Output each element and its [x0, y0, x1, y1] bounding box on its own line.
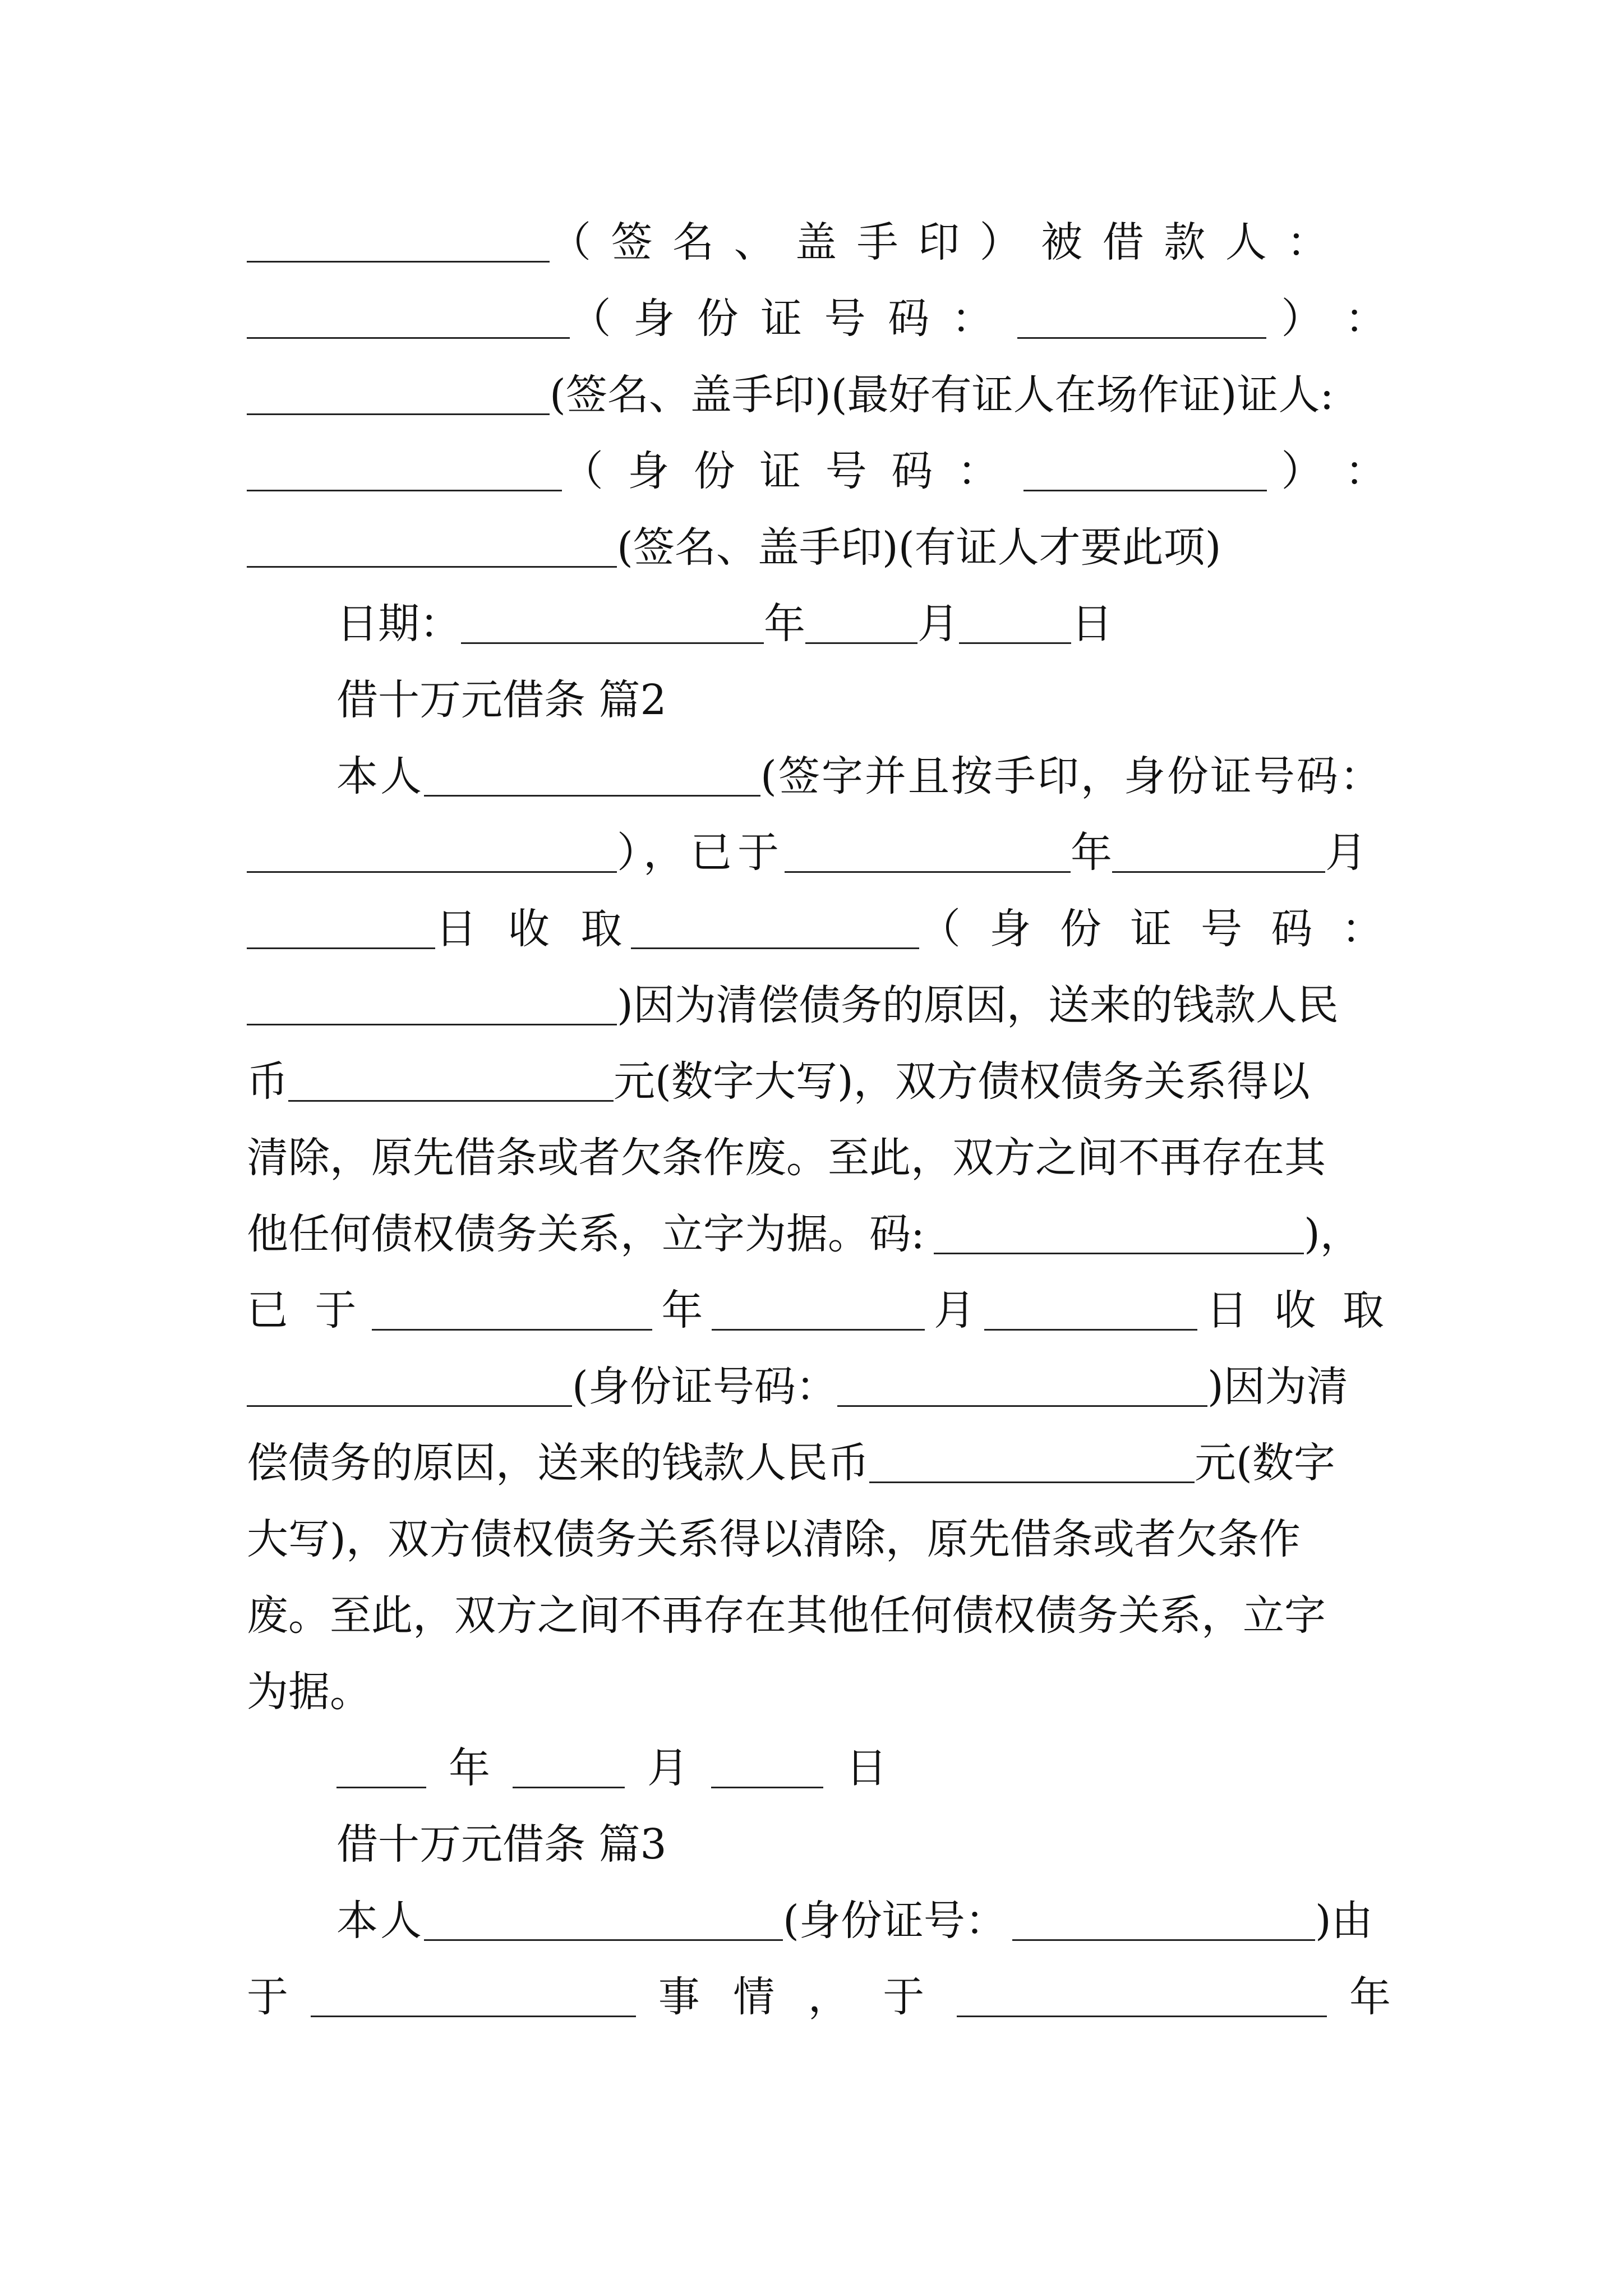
doc-line: [247, 819, 1391, 886]
blank-field: [711, 1787, 823, 1788]
blank-field: [247, 1024, 617, 1025]
doc-text: ） ：: [1281, 295, 1391, 343]
doc-text: )，: [1303, 1210, 1362, 1258]
doc-text: 币: [247, 1057, 288, 1106]
doc-text: 年: [1349, 1973, 1391, 2021]
blank-field: [247, 871, 617, 873]
blank-field: [247, 490, 562, 491]
blank-field: [805, 642, 917, 644]
section-heading: [336, 1811, 1391, 1878]
month-label: 月: [917, 600, 959, 648]
doc-line: [336, 1887, 1391, 1954]
doc-line: [247, 514, 1391, 581]
doc-line: [247, 438, 1391, 505]
blank-field: [247, 947, 435, 949]
doc-line: [247, 1277, 1391, 1344]
blank-field: [869, 1481, 1195, 1483]
doc-line: [247, 1353, 1391, 1420]
blank-field: [984, 1329, 1197, 1331]
doc-text: 本人: [336, 752, 424, 800]
doc-text: (签字并且按手印，身份证号码：: [760, 752, 1383, 800]
date-line: [336, 590, 1391, 657]
doc-text: 日 收 取: [435, 905, 631, 953]
doc-text: 月: [934, 1286, 976, 1335]
doc-text: ），已于: [617, 829, 785, 877]
date-line: [336, 1734, 1391, 1802]
blank-field: [631, 947, 919, 949]
doc-text: 月: [1325, 829, 1367, 877]
doc-text: 于: [247, 1973, 288, 2021]
blank-field: [247, 337, 570, 339]
day-label: 日: [1071, 600, 1113, 648]
doc-line: [247, 1124, 1391, 1191]
doc-text: （ 身 份 证 号 码 ：: [561, 447, 1004, 495]
blank-field: [712, 1329, 925, 1331]
blank-field: [247, 566, 617, 568]
doc-text: 日 收 取: [1206, 1286, 1391, 1335]
doc-text: 事 情 ， 于: [658, 1973, 935, 2021]
blank-field: [461, 642, 764, 644]
blank-field: [1012, 1939, 1315, 1941]
blank-field: [311, 2016, 636, 2017]
doc-text: 为据。: [247, 1668, 371, 1716]
doc-text: 已 于: [247, 1286, 363, 1335]
year-label: 年: [449, 1744, 490, 1792]
doc-text: (签名、盖手印)(有证人才要此项): [617, 523, 1221, 572]
doc-line: [247, 1048, 1391, 1115]
blank-field: [424, 795, 760, 797]
doc-line: [247, 895, 1391, 963]
blank-field: [247, 261, 550, 263]
doc-line: [247, 1429, 1391, 1497]
doc-text: )因为清: [1207, 1363, 1348, 1411]
doc-text: )由: [1315, 1897, 1373, 1945]
doc-text: （ 身 份 证 号 码 ：: [919, 905, 1391, 953]
doc-text: (身份证号码：: [572, 1363, 837, 1411]
doc-text: 年: [661, 1286, 703, 1335]
day-label: 日: [846, 1744, 887, 1792]
blank-field: [934, 1253, 1304, 1254]
blank-field: [247, 1405, 572, 1407]
doc-text: （ 签 名 、 盖 手 印 ） 被 借 款 人 ：: [550, 218, 1332, 266]
doc-text: (身份证号：: [783, 1897, 1007, 1945]
doc-line: [247, 1200, 1391, 1268]
doc-text: 元(数字: [1195, 1439, 1335, 1487]
date-label: 日期：: [336, 600, 461, 648]
doc-text: )因为清偿债务的原因，送来的钱款人民: [617, 981, 1339, 1029]
doc-line: [247, 972, 1391, 1039]
month-label: 月: [647, 1744, 689, 1792]
doc-text: 年: [1071, 829, 1112, 877]
year-label: 年: [764, 600, 805, 648]
blank-field: [424, 1939, 783, 1941]
doc-text: （ 身 份 证 号 码 ：: [569, 295, 998, 343]
doc-line: [336, 743, 1391, 810]
doc-line: [247, 361, 1391, 429]
doc-text: 偿债务的原因，送来的钱款人民币: [247, 1439, 869, 1487]
blank-field: [957, 2016, 1327, 2017]
heading-text: 借十万元借条 篇3: [336, 1820, 667, 1869]
doc-text: 本人: [336, 1897, 424, 1945]
blank-field: [785, 871, 1071, 873]
doc-text: 他任何债权债务关系，立字为据。码:: [247, 1210, 925, 1258]
doc-line: [247, 1582, 1391, 1649]
section-heading: [336, 666, 1391, 734]
doc-text: ） ：: [1281, 447, 1391, 495]
blank-field: [837, 1405, 1207, 1407]
blank-field: [288, 1100, 614, 1102]
heading-text: 借十万元借条 篇2: [336, 676, 667, 724]
doc-text: 元(数字大写)，双方债权债务关系得以: [614, 1057, 1310, 1106]
blank-field: [513, 1787, 625, 1788]
doc-line: [247, 1963, 1391, 2031]
doc-line: [247, 1506, 1391, 1573]
blank-field: [1023, 490, 1267, 491]
doc-line: [247, 1658, 1391, 1726]
blank-field: [336, 1787, 426, 1788]
doc-line: [247, 209, 1391, 276]
blank-field: [372, 1329, 652, 1331]
doc-text: (签名、盖手印)(最好有证人在场作证)证人:: [550, 371, 1334, 419]
doc-text: 清除，原先借条或者欠条作废。至此，双方之间不再存在其: [247, 1134, 1326, 1182]
doc-text: 大写)，双方债权债务关系得以清除，原先借条或者欠条作: [247, 1515, 1301, 1563]
blank-field: [1112, 871, 1325, 873]
blank-field: [1017, 337, 1267, 339]
blank-field: [959, 642, 1071, 644]
doc-text: 废。至此，双方之间不再存在其他任何债权债务关系，立字: [247, 1591, 1326, 1640]
doc-line: [247, 285, 1391, 352]
blank-field: [247, 413, 550, 415]
